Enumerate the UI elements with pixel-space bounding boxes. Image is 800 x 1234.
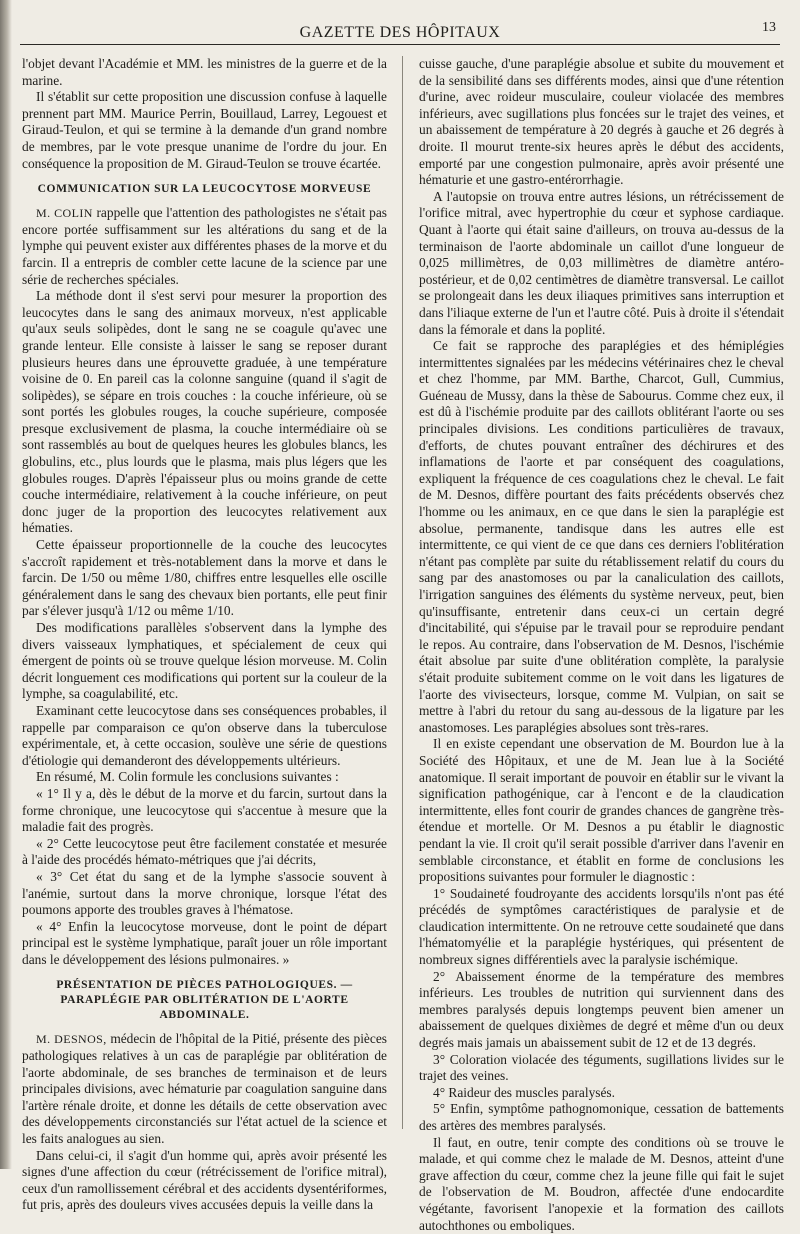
binding-shadow	[0, 0, 12, 1169]
page-header	[20, 14, 780, 45]
paragraph: cuisse gauche, d'une paraplégie absolue et subite du mouvement et de la sensibilité dans ses différents modes, ainsi que d'une rétention d'urine, avec roideur musculaire, couleur violacée des membres inférieurs, avec sugillations plus foncées sur le trajet des veines, et un abaissement de température à 20 degrés à gauche et 26 degrés à droite. Il mourut trente-six heures après le début des accidents, emporté par une congestion pulmonaire, après avoir présenté une hématurie et une gastro-entérorrhagie.	[419, 56, 784, 188]
paragraph: Il en existe cependant une observation de M. Bourdon lue à la Société des Hôpitaux, et une de M. Jean lue à la Société anatomique. Il serait important de pouvoir en établir sur le vivant la signification pathogénique, car à l'encont e de la claudication intermittente, elles font courir de grandes chances de gangrène très-étendue et mortelle. Or M. Desnos a pu établir le diagnostic pendant la vie. Il croit qu'il serait possible d'arriver dans l'avenir en semblable circonstance, et établit en forme de conclusions les propositions suivantes pour formuler le diagnostic :	[419, 736, 784, 885]
section-heading: PRÉSENTATION DE PIÈCES PATHOLOGIQUES. — PARAPLÉGIE PAR OBLITÉRATION DE L'AORTE ABDOMINALE.	[56, 979, 353, 1022]
conclusion-item: « 1° Il y a, dès le début de la morve et du farcin, surtout dans la forme chronique, une leucocytose qui s'accentue à mesure que la maladie fait des progrès.	[22, 785, 387, 835]
paragraph: Cette épaisseur proportionnelle de la couche des leucocytes s'accroît rapidement et très-notablement dans la morve et dans le farcin. De 1/50 ou même 1/80, chiffres entre lesquelles elle oscille généralement dans le sang des chevaux bien portants, elle peut finir par s'élever jusqu'à 1/12 ou même 1/10.	[22, 537, 387, 619]
diagnostic-item: 4° Raideur des muscles paralysés.	[433, 1084, 615, 1100]
paragraph-text: rappelle que l'attention des pathologistes ne s'était pas encore portée suffisamment sur les altérations du sang et de la lymphe qui peuvent exister aux différentes phases de la morve et du farcin. Il a entrepris de combler cette lacune de la science par une série de recherches spéciales.	[22, 205, 387, 287]
paragraph: Examinant cette leucocytose dans ses conséquences probables, il rappelle par comparaison ce qu'on observe dans la tuberculose expérimentale, et, à cette occasion, soulève une série de questions d'étiologie qui demanderont des développements ultérieurs.	[22, 702, 387, 768]
paragraph: En résumé, M. Colin formule les conclusions suivantes :	[36, 769, 339, 785]
left-column	[22, 56, 387, 1213]
diagnostic-item: 2° Abaissement énorme de la température des membres inférieurs. Les troubles de nutrition qui surviennent dans des membres paralysés depuis longtemps peuvent bien amener un abaissement de quelques dixièmes de degré et même d'un ou deux degrés mais jamais un abaissement subit de 12 et de 13 degrés.	[419, 968, 784, 1051]
diagnostic-item: 1° Soudaineté foudroyante des accidents lorsqu'ils n'ont pas été précédés de symptômes caractéristiques de paralysie et de claudication intermittente. On ne retrouve cette soudaineté que dans l'hématomyélie et la paraplégie hystériques, qui présentent de nombreux signes différentiels avec la paralysie ischémique.	[419, 885, 784, 968]
section-heading: COMMUNICATION SUR LA LEUCOCYTOSE MORVEUSE	[37, 183, 372, 196]
paragraph: La méthode dont il s'est servi pour mesurer la proportion des leucocytes dans le sang des animaux morveux, n'est applicable qu'aux seuls solipèdes, dont le sang ne se coagule qu'avec une grande lenteur. Elle consiste à laisser le sang se reposer durant plusieurs heures dans une éprouvette graduée, à une température voisine de 0. En pareil cas la colonne sanguine (quand il s'agit de solipèdes), se sépare en trois couches : la couche inférieure, où se sont portés les globules rouges, la couche supérieure, composée presque exclusivement de plasma, la couche intermédiaire où se sont rassemblés au bout de quelques heures les globules blancs, les globulins, etc., plus lourds que le plasma, mais plus légers que les globules rouges. D'après l'épaisseur plus ou moins grande de cette couche intermédiaire, relativement à la couche inférieure, on peut donc juger de la proportion des leucocytes relativement aux hématies.	[22, 288, 387, 536]
paragraph: Dans celui-ci, il s'agit d'un homme qui, après avoir présenté les signes d'une affection du cœur (rétrécissement de l'orifice mitral), ceux d'un ramollissement cérébral et des accidents dysentériformes, fut pris, après des douleurs vives accusées depuis la veille dans la	[22, 1147, 387, 1213]
paragraph: l'objet devant l'Académie et MM. les ministres de la guerre et de la marine.	[22, 56, 387, 88]
paragraph: Il faut, en outre, tenir compte des conditions où se trouve le malade, et qui comme chez le malade de M. Desnos, atteint d'une grave affection du cœur, comme chez la jeune fille qui fait le sujet de l'observation de M. Boudron, affectée d'une endocardite végétante, favorisent l'anopexie et la formation des caillots autochthones ou emboliques.	[419, 1134, 784, 1233]
diagnostic-item: 5° Enfin, symptôme pathognomonique, cessation de battements des artères des membres paralysés.	[419, 1101, 784, 1133]
paragraph: Ce fait se rapproche des paraplégies et des hémiplégies intermittentes signalées par les médecins vétérinaires chez le cheval et chez l'homme, par MM. Barthe, Charcot, Gull, Cummius, Guéneau de Mussy, dans la thèse de Sabourus. Comme chez eux, il est dû à l'ischémie produite par des caillots oblitérant l'aorte ou ses principales divisions. Les conditions particulières de travaux, d'efforts, de chutes pouvant entraîner des déchirures et des inflamations de l'aorte et par conséquent des coagulations, expliquent la fréquence de ces coagulations chez le cheval. Le fait de M. Desnos, diffère pourtant des faits précédents observés chez l'homme ou les animaux, en ce que dans le sien la paraplégie est absolue, permanente, tandisque dans les autres elle est intermittente, ce qui vient de ce que dans ces derniers l'oblitération n'étant pas complète par suite du rétablissement relatif du cours du sang par des anastomoses ou par la canaliculation des caillots, l'irrigation sanguines des éléments du système nerveux, peut, bien qu'insuffisante, entretenir dans ceux-ci un certain degré d'incitabilité, qui s'épuise par le travail pour se reproduire pendant le repos. Au contraire, dans l'observation de M. Desnos, l'ischémie était absolue par suite d'une oblitération complète, la paralysie s'était produite subitement comme on le voit dans les ligatures de l'aorte des vivisecteurs, lorsque, comme M. Vulpian, on sait se mettre à l'abri du retour du sang au-dessous de la ligature par les anastomoses. Les paraplégies absolues sont très-rares.	[419, 338, 784, 735]
right-column	[419, 56, 784, 1233]
paragraph: Des modifications parallèles s'observent dans la lymphe des divers vaisseaux lymphatiques, et spécialement de ceux qui émergent de points où se trouve quelque lésion morveuse. M. Colin décrit longuement ces modifications qui portent sur la couleur de la lymphe, sa coagulabilité, etc.	[22, 620, 387, 702]
column-divider	[402, 56, 403, 1129]
paragraph	[22, 205, 387, 288]
paragraph: A l'autopsie on trouva entre autres lésions, un rétrécissement de l'orifice mitral, avec hypertrophie du cœur et syphose cardiaque. Quant à l'aorte qui était saine d'ailleurs, on trouva au-dessus de la terminaison de l'aorte abdominale un caillot d'une longueur de 0,025 millimètres, de 0,03 millimètres de diamètre antéro-postérieur, et de 0,02 centimètres de diamètre transversal. Le caillot se prolongeait dans les deux iliaques primitives sans interruption et dans l'iliaque externe de l'un et l'autre côté. Puis à droite il s'étendait dans la fémorale et dans la poplité.	[419, 188, 784, 337]
paragraph	[22, 1031, 387, 1147]
running-title: GAZETTE DES HÔPITAUX	[299, 24, 501, 41]
conclusion-item: « 2° Cette leucocytose peut être facilement constatée et mesurée à l'aide des procédés hémato-métriques que j'ai décrits,	[22, 835, 387, 868]
diagnostic-item: 3° Coloration violacée des téguments, sugillations livides sur le trajet des veines.	[419, 1051, 784, 1084]
speaker-name: M. DESNOS,	[36, 1032, 107, 1047]
conclusion-item: « 3° Cet état du sang et de la lymphe s'associe souvent à l'anémie, surtout dans la morve chronique, lorsque l'état des poumons apporte des troubles graves à l'hématose.	[22, 868, 387, 918]
page-number: 13	[762, 20, 776, 35]
paragraph: Il s'établit sur cette proposition une discussion confuse à laquelle prennent part MM. Maurice Perrin, Bouillaud, Larrey, Legouest et Giraud-Teulon, et qui se termine à la demande d'un grand nombre de membres, par le vote presque unanime de l'ordre du jour. En conséquence la proposition de M. Giraud-Teulon se trouve écartée.	[22, 89, 387, 171]
speaker-name: M. COLIN	[36, 206, 93, 221]
paragraph-text: médecin de l'hôpital de la Pitié, présente des pièces pathologiques relatives à un cas de paraplégie par oblitération de l'aorte abdominale, de ses branches de terminaison et de leurs principales divisions, avec hématurie par coagulation sanguine dans l'artère rénale droite, et donne les détails de cette observation avec des développements circonstanciés sur l'état actuel de la science et les faits analogues au sien.	[22, 1031, 387, 1147]
conclusion-item: « 4° Enfin la leucocytose morveuse, dont le point de départ principal est le système lymphatique, paraît jouer un rôle important dans le développement des lésions pulmonaires. »	[22, 918, 387, 967]
